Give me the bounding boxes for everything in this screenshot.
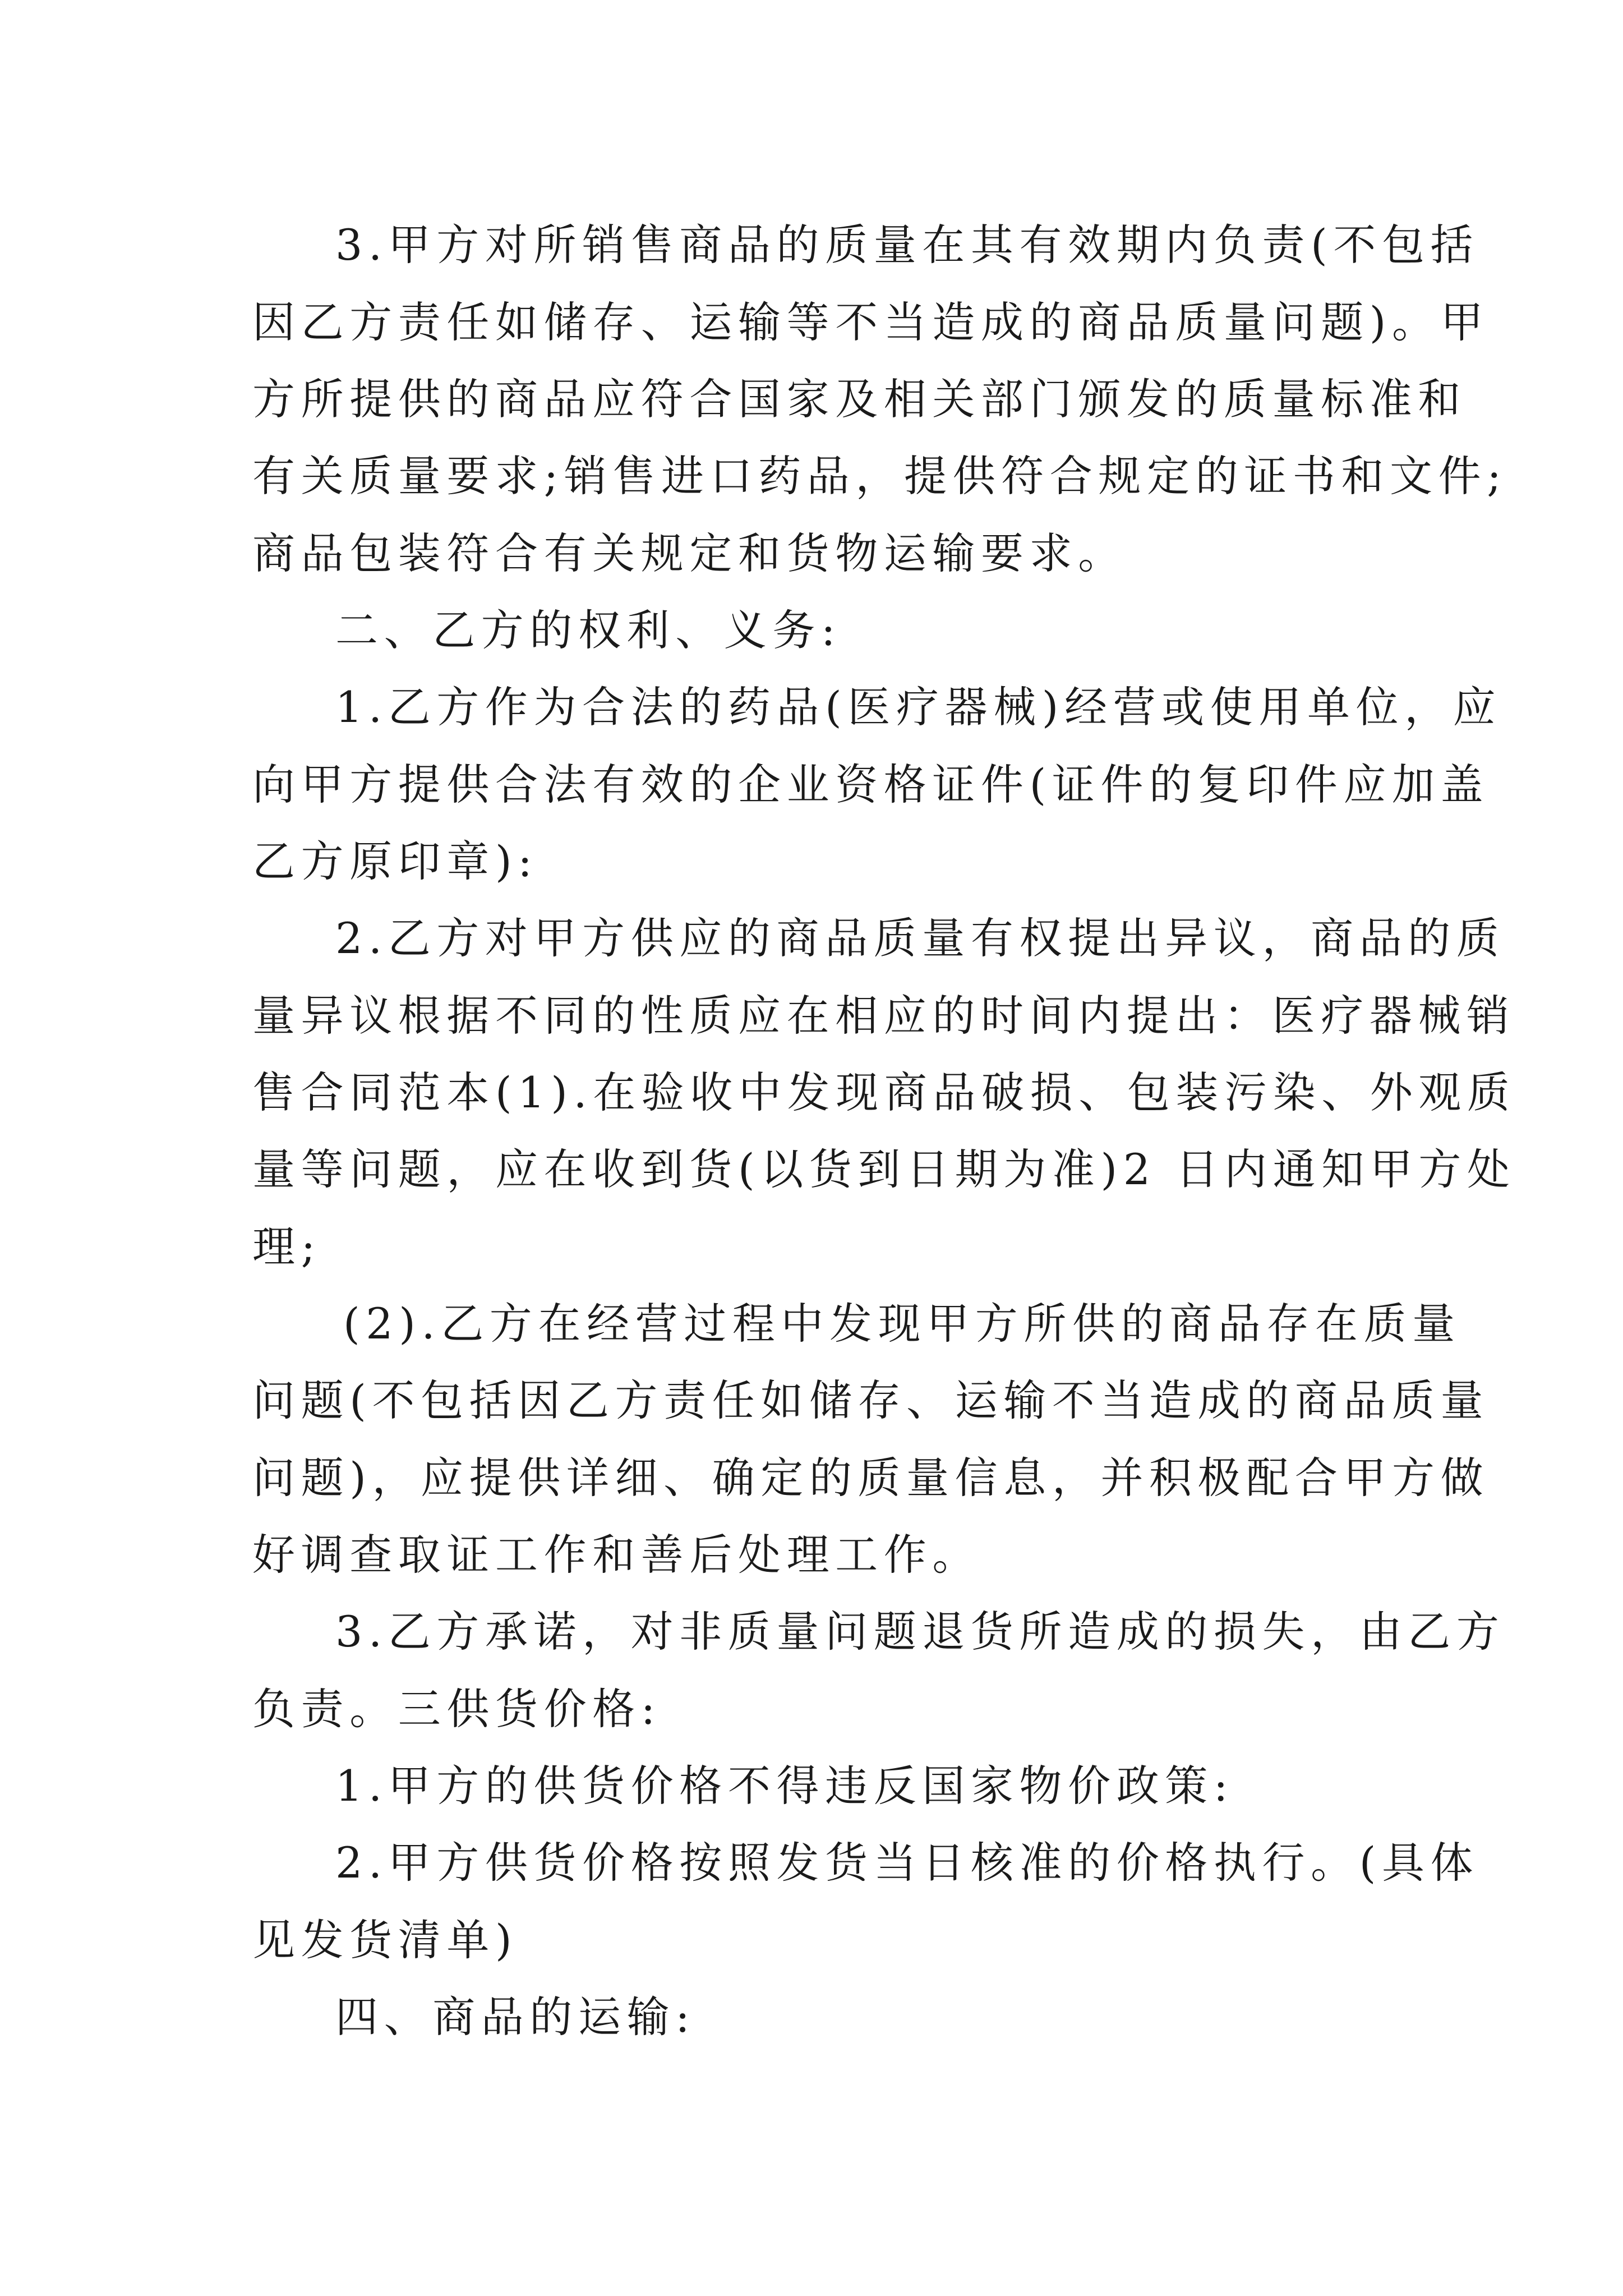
section-heading: 二、乙方的权利、义务: — [335, 605, 842, 655]
text-line: 问题(不包括因乙方责任如储存、运输不当造成的商品质量 — [252, 1375, 1490, 1425]
text-line: 理; — [252, 1222, 321, 1272]
text-line: 向甲方提供合法有效的企业资格证件(证件的复印件应加盖 — [252, 760, 1490, 809]
text-line: 2.乙方对甲方供应的商品质量有权提出异议，商品的质 — [335, 913, 1505, 963]
text-line: 3.乙方承诺，对非质量问题退货所造成的损失，由乙方 — [335, 1607, 1505, 1657]
text-line: 有关质量要求;销售进口药品，提供符合规定的证书和文件; — [252, 451, 1507, 501]
text-line: 见发货清单) — [252, 1915, 518, 1965]
text-line: 1.乙方作为合法的药品(医疗器械)经营或使用单位，应 — [335, 682, 1502, 732]
text-line: 方所提供的商品应符合国家及相关部门颁发的质量标准和 — [252, 374, 1467, 424]
section-heading: 四、商品的运输: — [335, 1992, 696, 2042]
text-line: 2.甲方供货价格按照发货当日核准的价格执行。(具体 — [335, 1838, 1479, 1888]
text-line: 3.甲方对所销售商品的质量在其有效期内负责(不包括 — [335, 220, 1479, 270]
text-line: 好调查取证工作和善后处理工作。 — [252, 1530, 981, 1580]
text-line: (2).乙方在经营过程中发现甲方所供的商品存在质量 — [343, 1299, 1461, 1349]
text-line: 商品包装符合有关规定和货物运输要求。 — [252, 528, 1127, 578]
text-line: 量异议根据不同的性质应在相应的时间内提出：医疗器械销 — [252, 991, 1515, 1041]
text-line: 问题)，应提供详细、确定的质量信息，并积极配合甲方做 — [252, 1453, 1490, 1503]
text-line: 因乙方责任如储存、运输等不当造成的商品质量问题)。甲 — [252, 297, 1490, 347]
text-line: 售合同范本(1).在验收中发现商品破损、包装污染、外观质 — [252, 1068, 1516, 1117]
text-line: 1.甲方的供货价格不得违反国家物价政策: — [335, 1761, 1234, 1811]
text-line: 量等问题，应在收到货(以货到日期为准)2 日内通知甲方处 — [252, 1144, 1516, 1194]
text-line: 乙方原印章): — [252, 836, 538, 886]
text-line: 负责。三供货价格: — [252, 1684, 662, 1734]
